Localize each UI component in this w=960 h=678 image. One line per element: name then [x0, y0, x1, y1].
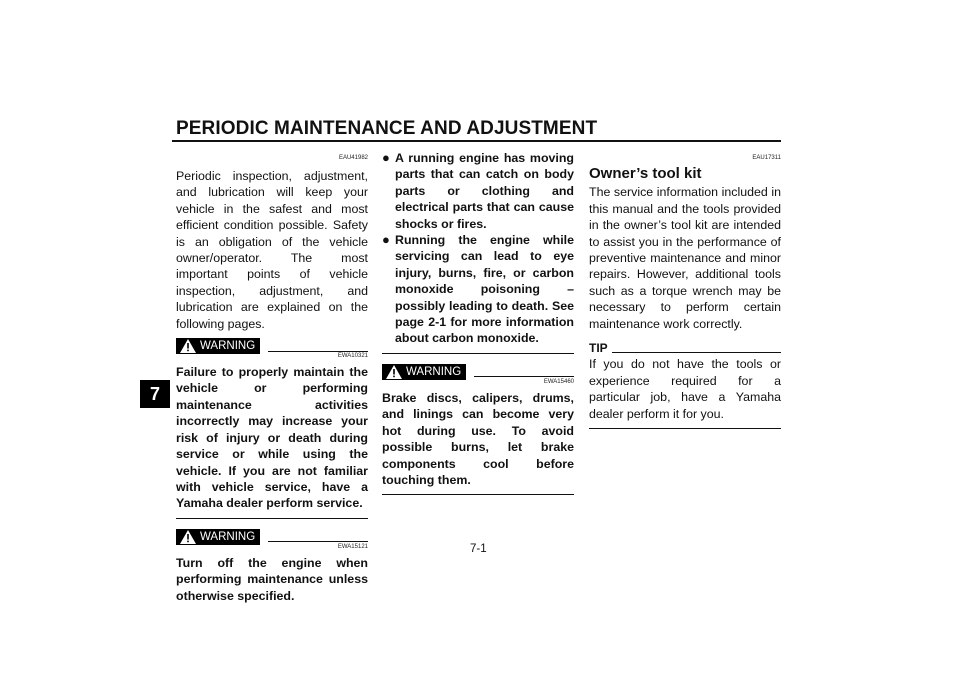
title-rule: [172, 140, 781, 142]
warning-label-text: WARNING: [200, 530, 256, 543]
warning-triangle-icon: [386, 365, 402, 379]
warning-text: Turn off the engine when performing maintenance unless otherwise specified.: [176, 555, 368, 603]
warning-code: EWA15460: [543, 378, 574, 385]
bullet-dot-icon: ●: [382, 232, 390, 248]
warning-label: [382, 364, 466, 380]
tip-header: [589, 340, 781, 356]
page-title: PERIODIC MAINTENANCE AND ADJUSTMENT: [176, 118, 598, 139]
warning-end-rule: [382, 494, 574, 495]
warning-text: Brake discs, calipers, drums, and linings can become very hot during use. To avoid possible burns, let brake components cool before touching them.: [382, 390, 574, 487]
warning-label: [176, 529, 260, 545]
warning-label-text: WARNING: [406, 365, 462, 378]
warning-end-rule: [176, 518, 368, 519]
warning-end-rule: [382, 353, 574, 354]
bullet-text: A running engine has moving parts that can catch on body parts or clothing and electrical parts that can cause shocks or fires.: [395, 151, 574, 231]
warning-label-text: WARNING: [200, 339, 256, 352]
list-item: [382, 232, 574, 347]
tip-text: If you do not have the tools or experience required for a particular job, have a Yamaha dealer perform it for you.: [589, 357, 781, 421]
warning-code: EWA10321: [337, 353, 368, 360]
warning-label: [176, 338, 260, 354]
tool-kit-paragraph: The service information included in this manual and the tools provided in the owner’s tool kit are intended to assist you in the performance of preventive maintenance and minor repairs. However, additional tools such as a torque wrench may be necessary to perform certain maintenance work correctly.: [589, 185, 781, 331]
page-number: 7-1: [470, 543, 487, 555]
tip-label: TIP: [589, 341, 608, 356]
section-code: EAU41982: [338, 155, 368, 161]
chapter-tab: 7: [140, 380, 170, 408]
column-3: [589, 150, 781, 429]
intro-paragraph: Periodic inspection, adjustment, and lubrication will keep your vehicle in the safest and most efficient condition possible. Safety is an obligation of the vehicle owner/operator. The most important points of vehicle inspection, adjustment, and lubrication are explained on the following pages.: [176, 169, 368, 331]
warning-text: Failure to properly maintain the vehicle or performing maintenance activities incorrectly may increase your risk of injury or death during service or while using the vehicle. If you are not familiar with vehicle service, have a Yamaha dealer perform service.: [176, 365, 368, 511]
tip-rule: [612, 352, 781, 353]
section-heading: Owner’s tool kit: [589, 165, 702, 182]
warning-code: EWA15121: [337, 543, 368, 550]
tip-end-rule: [589, 428, 781, 429]
section-code: EAU17311: [752, 155, 781, 161]
bullet-dot-icon: ●: [382, 150, 390, 165]
column-2: [382, 150, 574, 495]
warning-triangle-icon: [180, 530, 196, 544]
warning-triangle-icon: [180, 339, 196, 353]
column-1: [176, 150, 368, 604]
list-item: [382, 150, 574, 232]
bullet-text: Running the engine while servicing can lead to eye injury, burns, fire, or carbon monoxide poisoning – possibly leading to death. See page 2-1 for more information about carbon monoxide.: [395, 233, 574, 346]
